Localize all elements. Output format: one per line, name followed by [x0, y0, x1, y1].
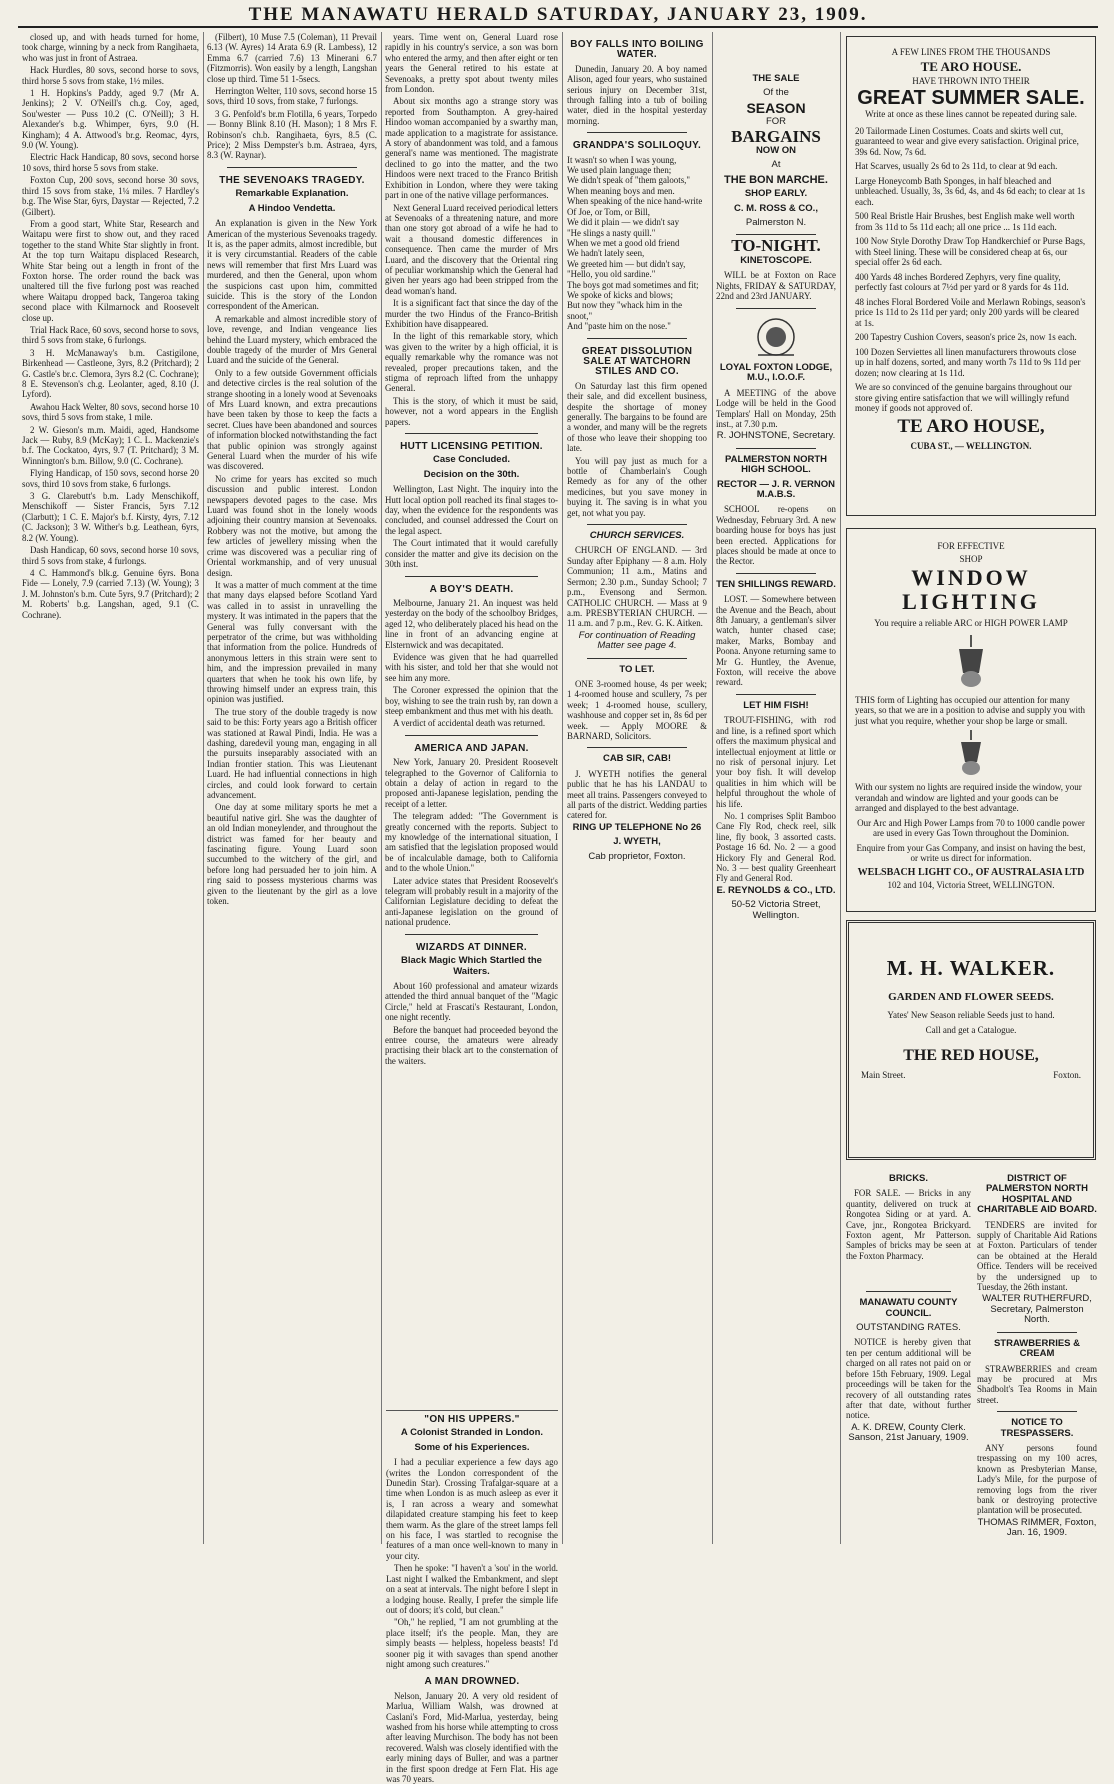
paragraph: A verdict of accidental death was returned.	[393, 718, 546, 729]
fish-name: E. REYNOLDS & CO., LTD.	[716, 884, 836, 896]
win-body2: With our system no lights are required inside the window, your verandah and window are lighted and your goods can be arranged and displayed to the best advantage.	[855, 782, 1082, 813]
column-boy-falls	[567, 32, 707, 866]
fish-body: TROUT-FISHING, with rod and line, is a refined sport which offers the maximum physical and intellectual enjoyment at little or no risk of personal injury. Let your boy fish. It will develop qualities in him which will be helpful throughout the whole of his life.	[716, 715, 836, 809]
poem-line: And "paste him on the nose."	[567, 321, 671, 332]
column-divider	[381, 32, 382, 1544]
lodge-title: LOYAL FOXTON LODGE, M.U., I.O.O.F.	[719, 361, 833, 384]
aro-item: 400 Yards 48 inches Bordered Zephyrs, very fine quality, perfectly fast colours at 7½d per yard or 8 yards for 4s 11d.	[855, 271, 1069, 292]
walker-house: THE RED HOUSE,	[903, 1047, 1039, 1064]
poem-line: "Hello, you old sardine."	[567, 269, 656, 280]
rule	[866, 1291, 951, 1292]
herrington-results: 3 G. Penfold's br.m Flotilla, 6 years, Torpedo — Bonny Blink 8.10 (H. Mason); 1 8 Mrs F. Robinson's ch.b. Rangihaeta, 6yrs, 8.5 (C. Price); 2 Miss Dempster's b.m. Astraea, 4yrs, 8.3 (W. Raynar).	[207, 108, 377, 161]
column-sevenoaks	[207, 32, 377, 1544]
poem-line: The boys got mad sometimes and fit;	[567, 279, 699, 290]
hosp-sign: WALTER RUTHERFURD, Secretary, Palmerston North.	[982, 1293, 1092, 1326]
headline-uppers: "ON HIS UPPERS."	[424, 1414, 520, 1425]
paragraph: Later advice states that President Roosevelt's telegram will probably result in a majority of the Californian Legislature deciding to defeat the anti-Japanese legislation on the ground of national prudence.	[385, 875, 559, 928]
column-divider	[840, 32, 841, 1544]
tolet-title: TO LET.	[619, 663, 655, 675]
rule	[736, 308, 816, 309]
lamp-icon	[951, 635, 991, 691]
trespass-title: NOTICE TO TRESPASSERS.	[1000, 1417, 1074, 1439]
win-shop: SHOP	[959, 553, 983, 564]
ad-te-aro-house	[846, 36, 1096, 516]
poem-line: Of Joe, or Tom, or Bill,	[567, 206, 651, 217]
headline-hutt: HUTT LICENSING PETITION.	[400, 441, 543, 453]
column-racing	[22, 32, 199, 1544]
win-body: THIS form of Lighting has occupied our attention for many years, so that we are in a position to advise and supply you with just what you require, whether your shop be large or small.	[855, 694, 1085, 726]
sale-line: Palmerston N.	[745, 217, 807, 229]
subhead: Case Concluded.	[432, 454, 511, 466]
column-hospital-notices	[977, 1172, 1097, 1544]
sale-line: At	[771, 159, 781, 171]
rule	[736, 234, 816, 235]
paragraph: New York, January 20. President Roosevelt telegraphed to the Governor of California to obtain a delay of action in regard to the proposed anti-Japanese legislation, pending the receipt of a letter.	[385, 757, 558, 809]
tolet-body: ONE 3-roomed house, 4s per week; 1 4-roomed house and scullery, 7s per week; 1 4-roomed house, scullery, washhouse and copper set in, 8s 6d per week. — Apply MOORE & BARNARD, Solicitors.	[567, 678, 707, 741]
subhead: A Colonist Stranded in London.	[400, 1427, 544, 1439]
paragraph: Melbourne, January 21. An inquest was held yesterday on the body of the schoolboy Bridges, aged 12, who deliberately placed his head on the line in front of an advancing engine at Elsternwick and was decapitated.	[385, 597, 558, 650]
win-body3: Our Arc and High Power Lamps from 70 to 1000 candle power are used in every Gas Town throughout the Dominion.	[857, 817, 1085, 838]
sale-line: FOR	[765, 116, 787, 128]
aro-item: 200 Tapestry Cushion Covers, season's price 2s, now 1s each.	[855, 332, 1077, 342]
ad-walker	[846, 920, 1096, 1160]
lamp-icon	[951, 730, 991, 778]
walker-sub: Yates' New Season reliable Seeds just to hand.	[887, 1010, 1055, 1020]
racing-intro: closed up, and with heads turned for home, took charge, winning by a neck from Rangihaeta, who was just in front of Astraea.	[22, 32, 199, 63]
rule	[736, 694, 816, 695]
sale-line: THE SALE	[752, 73, 800, 84]
lodge-emblem-icon	[716, 315, 836, 359]
paragraph: Next General Luard received periodical letters at Sevenoaks of a threatening nature, and more than one story got abroad of a wife he had to wait a thousand domestic differences in consequence. Then came the murder of Mrs Luard, and the discovery that the Oriental ring of peculiar workmanship which the General had given her years ago had been stripped from the dead woman's hand.	[385, 202, 558, 296]
awahou-hack: Awahou Hack Welter, 80 sovs, second horse 10 sovs, third 5 sovs from stake, 1 mile.	[22, 401, 199, 423]
paragraph: It is a significant fact that since the day of the murder the two Hindus of the Franco-British Exhibition have disappeared.	[385, 298, 558, 329]
poem-line: When we met a good old friend	[567, 237, 680, 248]
rule	[587, 747, 687, 748]
ad-window-lighting	[846, 528, 1096, 912]
poem-line: But now they "whack him in the snoot,"	[567, 300, 683, 321]
sale-line: SEASON	[746, 99, 806, 116]
lodge-sign: R. JOHNSTONE, Secretary.	[716, 430, 836, 442]
awahou-results: 2 W. Gieson's m.m. Maidi, aged, Handsome Jack — Ruby, 8.9 (McKay); 1 C. L. Mackenzie's b.f. The Cockatoo, 4yrs, 9.7 (T. Pritchard); 3 M. Winnington's b.m. Billow, 9.0 (C. Cochrane).	[22, 424, 199, 466]
headline-sevenoaks: THE SEVENOAKS TRAGEDY.	[219, 174, 365, 186]
reward-body: LOST. — Somewhere between the Avenue and the Beach, about 8th January, a gentleman's silver watch, hunter chased case; maker, Marks, Bombay and Poona. Anyone returning same to Mr G. Huntley, the Avenue, Foxton, will receive the above reward.	[716, 594, 836, 688]
paragraph: "Oh," he replied, "I am not grumbling at the place itself; it's the people. Man, they are simply beasts — helpless, hopeless beasts! I'd sooner pig it with savages than spend another night among such creatures."	[386, 1617, 558, 1669]
rule	[997, 1411, 1077, 1412]
headline-wizards: WIZARDS AT DINNER.	[416, 941, 527, 953]
tonight-sub: KINETOSCOPE.	[740, 254, 812, 266]
trespass-sign: THOMAS RIMMER, Foxton, Jan. 16, 1909.	[977, 1516, 1097, 1539]
aro-item: 48 inches Floral Bordered Voile and Merlawn Robings, season's price 1s 11d to 2s 11d per yard; only 200 yards will be cleared at 1s.	[855, 296, 1086, 328]
rule	[587, 658, 687, 659]
walker-name: M. H. WALKER.	[886, 956, 1056, 980]
paragraph: One day at some military sports he met a beautiful native girl. She was the daughter of an old Indian moneylender, and throughout the district was famed for her beauty and fascinating figure. Young Luard soon succumbed to the witchery of the girl, and before long had persuaded her to join him. A ring said to possess mysterious charms was given to the lieutenant by the girl as a love token.	[207, 802, 377, 907]
dash-results: 4 C. Hammond's blk.g. Genuine 6yrs. Bona Fide — Lonely, 7.9 (carried 7.13) (W. Young); 3 J. M. Johnston's b.m. Cute 5yrs, 9.7 (Pritchard); 2 M. Roberts' b.g. Langshan, aged, 9.1 (C. Cochrane).	[22, 567, 199, 620]
church-services: CHURCH OF ENGLAND. — 3rd Sunday after Epiphany — 8 a.m. Holy Communion; 11 a.m., Matins and Sermon; 2.30 p.m., Sunday School; 7 p.m., Evensong and Sermon. CATHOLIC CHURCH. — Mass at 9 a.m. PRESBYTERIAN CHURCH. — 11 a.m. and 7 p.m., Rev. G. K. Aitken.	[567, 545, 707, 629]
school-rector: RECTOR — J. R. VERNON M.A.B.S.	[716, 478, 836, 500]
rule	[227, 167, 357, 168]
cab-name: J. WYETH,	[613, 836, 661, 848]
paragraph: Wellington, Last Night. The inquiry into the Hutt local option poll reached its final stages to-day, when the evidence for the respondents was concluded, and counsel addressed the Court on the legal aspect.	[385, 484, 558, 536]
trial-hack: Trial Hack Race, 60 sovs, second horse to sovs, third 5 sovs from stake, 6 furlongs.	[22, 324, 200, 346]
headline-dissolution: GREAT DISSOLUTION SALE AT WATCHORN STILES AND CO.	[581, 345, 693, 378]
aro-note: Write at once as these lines cannot be repeated during sale.	[865, 109, 1077, 119]
sale-line: SHOP EARLY.	[744, 188, 808, 200]
sale-line: BARGAINS	[731, 126, 821, 146]
walker-title: GARDEN AND FLOWER SEEDS.	[888, 990, 1054, 1003]
aro-item: 20 Tailormade Linen Costumes. Coats and skirts well cut, guaranteed to wear and give every satisfaction. Original price, 39s 6d. Now, 7s 6d.	[855, 125, 1079, 157]
rule	[736, 448, 816, 449]
continuation-note: For continuation of Reading Matter see page 4.	[578, 629, 696, 652]
foxton-cup: Foxton Cup, 200 sovs, second horse 30 sovs, third 15 sovs from stake, 1¼ miles. 7 Hardley's b.g. The Wise Star, 6yrs, Daystar — Rejected, 7.2 (Gilbert).	[22, 175, 199, 217]
paragraph: No crime for years has excited so much discussion and public interest. London newspapers devoted pages to the case. Mrs Luard was found shot in the lonely woods adjoining their country mansion at Sevenoaks. Robbery was not the motive, but among the few articles of jewellery missing when the crime was discovered was a peculiar ring of Oriental workmanship, and of very unusual design.	[207, 473, 377, 578]
poem-line: We greeted him — but didn't say,	[567, 258, 686, 269]
fish-title: LET HIM FISH!	[743, 699, 809, 711]
headline-boys-death: A BOY'S DEATH.	[429, 583, 514, 595]
win-title2: LIGHTING	[902, 589, 1040, 614]
hack-hurdles: Hack Hurdles, 80 sovs, second horse to sovs, third horse 5 sovs from stake, 1½ miles.	[22, 65, 199, 86]
bricks-body: FOR SALE. — Bricks in any quantity, delivered on truck at Rongotea Siding or at yard. A. Cave, jnr., Rongotea Brickyard. Foxton agent, Mr Patterson. Samples of bricks may be seen at the Foxton Pharmacy.	[846, 1188, 971, 1261]
paragraph: Only to a few outside Government officials and detective circles is the real solution of the strange shooting in a lonely wood at Sevenoaks of Mrs Luard known, and extra precautions have been taken by those to keep the facts a secret. Clues have been abandoned and sources of information blocked notwithstanding the fact that public opinion was strongly against General Luard when the murder of his wife was discovered.	[207, 367, 377, 472]
racing-continued: (Filbert), 10 Muse 7.5 (Coleman), 11 Prevail 6.13 (W. Ayres) 14 Arata 6.9 (R. Lambess), 12 Emma 6.7 (carried 7.6) 13 Minerani 6.7 (Fitzmorris). Won easily by a length, Langshan close up third. Time 51 1-5secs.	[207, 32, 377, 84]
cab-body: J. WYETH notifies the general public that he has his LANDAU to meet all trains. Passengers conveyed to all parts of the district. Wedding parties catered for.	[567, 768, 707, 821]
rule	[997, 1332, 1077, 1333]
paragraph: I had a peculiar experience a few days ago (writes the London correspondent of the Dunedin Star). Crossing Trafalgar-square at a time when London is as much asleep as ever it is, I ran across a weary and somewhat dilapidated creature stamping his feet to keep them warm. As the glare of the street lamps fell on his face, I was startled to recognise the features of a man once well-known to many in your city.	[386, 1457, 558, 1561]
paragraph: About six months ago a strange story was reported from Southampton. A grey-haired Hindoo woman accompanied by a swarthy man, made application to a magistrate for assistance. A story of abandonment was told, and a famous general's name was mentioned. The magistrate declined to go into the matter, and the two Hindoos were next traced to the Franco British Exhibition in London, where they were taking part in one of the native village performances.	[385, 96, 558, 201]
walker-addr	[861, 1070, 1081, 1081]
poem-line: We spoke of kicks and blows;	[567, 289, 674, 300]
poem	[567, 155, 707, 332]
aro-item: 100 Now Style Dorothy Draw Top Handkerchief or Purse Bags, with Steel lining. These will be considered cheap at 6s, our special offer 2s 6d each.	[855, 236, 1086, 267]
sale-line: Of the	[763, 87, 789, 99]
win-enquire: Enquire from your Gas Company, and insist on having the best, or write us direct for information.	[856, 842, 1086, 863]
school-body: SCHOOL re-opens on Wednesday, February 3rd. A new boarding house for boys has just been erected. Applications for places should be made at once to the Rector.	[716, 504, 836, 567]
paragraph: In the light of this remarkable story, which was given to the writer by a high official, it is equally remarkable why the romance was not revealed, proper precautions taken, and the stigma of reproach lifted from the unhappy General.	[385, 331, 558, 394]
paragraph: The true story of the double tragedy is now said to be this: Forty years ago a British officer was stationed at Rawal Pindi, India. He was a dashing, daredevil young man, engaging in all the pursuits inseparably associated with an Indian frontier station. This was Lieutenant Luard. He had influential connections in high circles, and could look forward to certain advancement.	[207, 706, 377, 801]
aro-name: TE ARO HOUSE.	[920, 58, 1022, 74]
aro-name2: TE ARO HOUSE,	[897, 415, 1045, 437]
aro-sale: GREAT SUMMER SALE.	[857, 86, 1085, 109]
tonight-title: TO-NIGHT.	[731, 236, 821, 256]
paragraph: A remarkable and almost incredible story of love, revenge, and Indian vengeance lies behind the Luard mystery, which embraced the double tragedy of the murder of Mrs General Luard and the suicide of the General.	[207, 313, 377, 366]
aro-items	[855, 126, 1087, 379]
paragraph: An explanation is given in the New York American of the mysterious Sevenoaks tragedy. It is, as the paper admits, almost incredible, but it is very circumstantial. Readers of the cable news will remember that first Mrs Luard was murdered, and then the General, upon whom the suspicions cast upon him, committed suicide. This is the story of the London correspondent of the American.	[207, 218, 377, 312]
column-bricks-county	[846, 1172, 971, 1544]
straw-title: STRAWBERRIES & CREAM	[993, 1337, 1081, 1360]
paragraph: years. Time went on, General Luard rose rapidly in his country's service, a son was born who entered the army, and then after eight or ten years the General retired to his estate at Sevenoaks, a pretty spot about twenty miles from London.	[385, 32, 558, 95]
poem-line: It wasn't so when I was young,	[567, 154, 677, 165]
paragraph: The telegram added: "The Government is greatly concerned with the reports. Subject to my knowledge of the international situation, I am satisfied that the legislation proposed would be of incalculable damage, both to California and to the whole Union."	[385, 811, 558, 874]
county-body: NOTICE is hereby given that ten per centum additional will be charged on all rates not paid on or before 15th February, 1909. Legal proceedings will be taken for the recovery of all outstanding rates after that date, without further notice.	[846, 1337, 971, 1421]
cab-phone: RING UP TELEPHONE No 26	[572, 821, 702, 833]
cab-title: CAB SIR, CAB!	[602, 753, 672, 765]
rule	[587, 524, 687, 525]
paragraph: Evidence was given that he had quarrelled with his sister, and told her that she would not see him any more.	[385, 651, 558, 683]
column-uppers	[385, 32, 559, 1544]
county-sign: A. K. DREW, County Clerk. Sanson, 21st January, 1909.	[848, 1421, 969, 1444]
subhead: Black Magic Which Startled the Waiters.	[401, 955, 542, 977]
flying-results: 3 G. Clarebutt's b.m. Lady Menschikoff, Menschikoff — Sister Francis, 5yrs 7.12 (Clarbutt); 1 C. E. Major's b.f. Kirsty, 4yrs, 7.12 (C. Jackson); 3 W. Wither's b.g. Leathean, 6yrs, 8.2 (W. Young).	[22, 491, 199, 543]
aro-close: We are so convinced of the genuine bargains throughout our store giving entire satisfaction that we will willingly refund money if goods not approved of.	[855, 382, 1072, 413]
subhead: Some of his Experiences.	[414, 1441, 530, 1453]
headline-boy-falls: BOY FALLS INTO BOILING WATER.	[570, 39, 704, 61]
walker-addr2: Foxton.	[1053, 1069, 1081, 1080]
electric-hack: Electric Hack Handicap, 80 sovs, second horse 10 sovs, third horse 5 sovs from stake.	[22, 152, 199, 173]
aro-addr: CUBA ST., — WELLINGTON.	[910, 441, 1032, 451]
fish-addr: 50-52 Victoria Street, Wellington.	[731, 899, 821, 921]
poem-line: We used plain language then;	[567, 165, 672, 176]
fish-items: No. 1 comprises Split Bamboo Cane Fly Rod, check reel, silk line, fly book, 3 assorted casts. Postage 16 6d. No. 2 — a good Hickory Fly and General Rod. No. 3 — best quality Greenheart Fly and General Rod.	[716, 810, 836, 884]
trespass-body: ANY persons found trespassing on my 100 acres, known as Presbyterian Manse, Lady's Mile, for the purpose of removing logs from the river bank or destroying protective plantation will be prosecuted.	[977, 1442, 1097, 1516]
masthead: THE MANAWATU HERALD SATURDAY, JANUARY 23, 1909.	[18, 4, 1098, 28]
paragraph: Nelson, January 20. A very old resident of Marlua, William Walsh, was drowned at Caslani's Ford, Mid-Marlua, yesterday, being washed from his horse while attempting to cross after leaving Murchison. The body has not been recovered. Walsh was closely identified with the early mining days of Buller, and was a partner in the first spoon dredge at Fern Flat. His age was 70 years.	[386, 1690, 558, 1784]
headline-man-drowned: A MAN DROWNED.	[424, 1676, 520, 1688]
paragraph: Before the banquet had proceeded beyond the entree course, the amateurs were already practising their black art to the consternation of the waiters.	[385, 1024, 558, 1066]
win-addr: 102 and 104, Victoria Street, WELLINGTON.	[887, 880, 1055, 890]
poem-line: When speaking of the nice hand-write	[567, 196, 703, 207]
lodge-body: A MEETING of the above Lodge will be held in the Good Templars' Hall on Monday, 25th inst., at 7.30 p.m.	[716, 387, 836, 429]
aro-item: 100 Dozen Serviettes all linen manufacturers throwouts close up in half dozens, sorted, and many worth 7s 11d to 9s 11d per dozen; now clearing at 1s 11d.	[855, 346, 1081, 378]
column-divider	[712, 32, 713, 1544]
county-sub: OUTSTANDING RATES.	[856, 1322, 961, 1334]
reward-title: TEN SHILLINGS REWARD.	[716, 578, 836, 590]
poem-line: We hadn't lately seen,	[567, 248, 645, 259]
headline-grandpa: GRANDPA'S SOLILOQUY.	[572, 140, 702, 152]
headline-america-japan: AMERICA AND JAPAN.	[414, 742, 529, 754]
trial-results: 3 H. McManaway's b.m. Castigilone, Birkenhead — Castleone, 3yrs, 8.2 (Pritchard); 2 G. Castle's br.c. Clemora, 3yrs 8.2 (C. Cochrane); 8 E. Stevenson's ch.g. Leolanter, aged, 8.10 (J. Lyford).	[22, 347, 199, 400]
sale-line: NOW ON	[755, 145, 797, 157]
aro-item: Hat Scarves, usually 2s 6d to 2s 11d, to clear at 9d each.	[855, 161, 1058, 171]
dash-handicap: Dash Handicap, 60 sovs, second horse 10 sovs, third 5 sovs from stake, 4 furlongs.	[22, 545, 199, 566]
flying-handicap: Flying Handicap, of 150 sovs, second horse 20 sovs, third 10 sovs from stake, 6 furlongs.	[22, 468, 199, 489]
paragraph: This is the story, of which it must be said, however, not a word appears in the English papers.	[385, 395, 558, 427]
walker-call: Call and get a Catalogue.	[925, 1024, 1017, 1035]
cab-footer: Cab proprietor, Foxton.	[588, 850, 686, 862]
spacer	[716, 32, 836, 72]
school-title: PALMERSTON NORTH HIGH SCHOOL.	[724, 453, 828, 476]
win-title1: WINDOW	[911, 565, 1031, 590]
paragraph: Dunedin, January 20. A boy named Alison, aged four years, who sustained serious injury on December 31st, through falling into a tub of boiling water, died in the hospital yesterday morning.	[567, 63, 707, 126]
column-uppers-strip	[386, 1410, 558, 1784]
aro-have: HAVE THROWN INTO THEIR	[912, 76, 1030, 86]
subhead: Decision on the 30th.	[423, 468, 520, 480]
aro-item: 500 Real Bristle Hair Brushes, best English make well worth from 3s 11d to 5s 11d each; all one price ... 1s 11d each.	[855, 211, 1075, 232]
paragraph: The Court intimated that it would carefully consider the matter and give its decision on the 30th inst.	[385, 538, 558, 570]
bricks-title: BRICKS.	[888, 1173, 929, 1184]
paragraph: About 160 professional and amateur wizards attended the third annual banquet of the "Magic Circle," held at Frascati's Restaurant, London, one night recently.	[385, 980, 558, 1023]
hosp-title: DISTRICT OF PALMERSTON NORTH HOSPITAL AND CHARITABLE AID BOARD.	[977, 1173, 1097, 1216]
sale-line: THE BON MARCHE.	[724, 173, 828, 186]
paragraph: It was a matter of much comment at the time that many days elapsed before Scotland Yard was called in to assist in unravelling the mystery. It was intimated in the papers that the General was fully conversant with the perpetrator of the crime, but was withholding that information from the police. Hundreds of anonymous letters in this strain were sent to him, and the impression prevailed in many quarters that when he took his own life, by throwing himself under an express train, this opinion was justified.	[207, 579, 377, 705]
herrington-welter: Herrington Welter, 110 sovs, second horse 15 sovs, third 10 sovs, from stake, 7 furlongs.	[207, 86, 377, 107]
column-divider	[562, 32, 563, 1544]
sale-line: C. M. ROSS & CO.,	[734, 202, 818, 214]
aro-item: Large Honeycomb Bath Sponges, in half bleached and unbleached. Usually, 3s, 3s 6d, 4s, and 4s 6d each; to clear at 1s each.	[855, 175, 1085, 207]
column-divider	[203, 32, 204, 1544]
walker-addr1: Main Street.	[861, 1069, 906, 1080]
straw-body: STRAWBERRIES and cream may be procured at Mrs Shadbolt's Tea Rooms in Main street.	[977, 1363, 1097, 1405]
column-ads-middle	[716, 32, 836, 925]
tonight-body: WILL be at Foxton on Race Nights, FRIDAY & SATURDAY, 22nd and 23rd JANUARY.	[716, 270, 836, 302]
rule	[587, 338, 687, 339]
rule	[587, 132, 687, 133]
win-top: FOR EFFECTIVE	[937, 541, 1005, 551]
paragraph: The Coroner expressed the opinion that the boy, wishing to see the train rush by, ran down a steep embankment and thus met with his death.	[385, 685, 558, 716]
church-title: CHURCH SERVICES.	[589, 530, 685, 542]
hack-results: 1 H. Hopkins's Paddy, aged 9.7 (Mr A. Jenkins); 2 V. O'Neill's ch.g. Coy, aged, Sou'wester — Puss 10.2 (C. O'Neill); 3 H. Alexander's b.g. Whimper, 6yrs, 9.0 (H. Kingham); 4 A. Attwood's br.g. Reomac, 4yrs, 9.0 (W. Young).	[22, 88, 199, 151]
poem-line: "He slings a nasty quill."	[567, 227, 656, 238]
poem-line: We did it plain — we didn't say	[567, 217, 680, 228]
county-title: MANAWATU COUNTY COUNCIL.	[859, 1297, 958, 1319]
subhead: A Hindoo Vendetta.	[248, 202, 336, 214]
paragraph: Then he spoke: "I haven't a 'sou' in the world. Last night I walked the Embankment, and slept on a seat at intervals. The night before I slept in a lodging house. Really, I prefer the simple life out of doors; it's cold, but clean."	[386, 1563, 558, 1615]
aro-top: A FEW LINES FROM THE THOUSANDS	[891, 47, 1051, 57]
paragraph: You will pay just as much for a bottle of Chamberlain's Cough Remedy as for any of the other medicines, but you save money in buying it. The saving is in what you get, not what you pay.	[567, 455, 707, 518]
poem-line: When meaning boys and men.	[567, 185, 675, 196]
win-name: WELSBACH LIGHT CO., OF AUSTRALASIA LTD	[857, 866, 1085, 878]
subhead: Remarkable Explanation.	[235, 188, 349, 200]
race-running: From a good start, White Star, Research and Waitapu were first to show out, and they raced together to the stand White Star slightly in front. At the top turn Waitapu displaced Research, White Star being out a length in front of the Foxton horse. The order round the back was unaltered till the five furlong post was reached where Waitapu dropped back, Tangeroa taking second place with Kilmarnock and Roosevelt close up.	[22, 218, 199, 323]
hosp-body: TENDERS are invited for supply of Charitable Aid Rations at Foxton. Particulars of tender can be obtained at the Herald Office. Tenders will be received by the undersigned up to Tuesday, the 26th instant.	[977, 1219, 1097, 1293]
rule	[736, 573, 816, 574]
poem-line: We didn't speak of "them galoots,"	[567, 175, 690, 186]
win-sub: You require a reliable ARC or HIGH POWER LAMP	[874, 618, 1068, 628]
paragraph: On Saturday last this firm opened their sale, and did excellent business, despite the shortage of money generally. The bargains to be found are a wonder, and many will be the regrets of those who leave their shopping too late.	[567, 380, 707, 454]
